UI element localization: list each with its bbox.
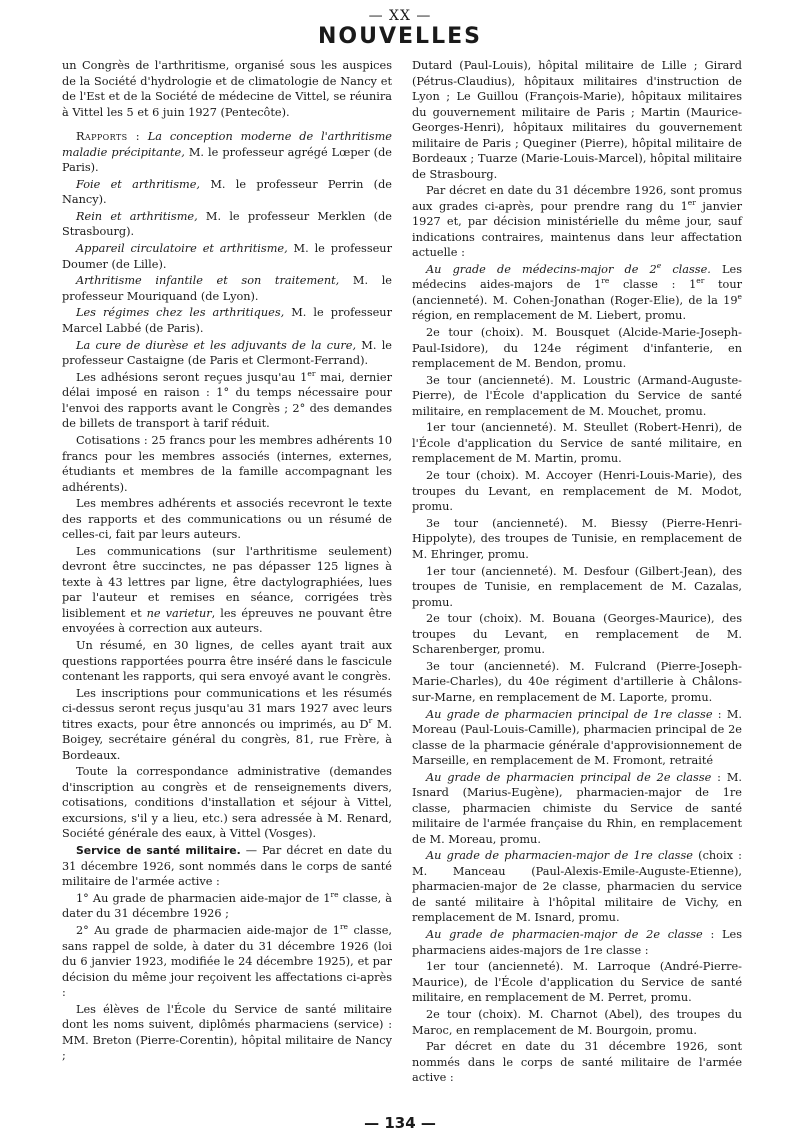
text-run: classe. (661, 262, 711, 276)
text-run: Par décret en date du 31 décembre 1926, sont promus aux grades ci-après, pour prendre rang du 1 (412, 184, 742, 213)
text-run: (choix : M. Manceau (Paul-Alexis-Emile-Auguste-Etienne), pharmacien-major de 2e classe, pharmacien du service de santé militaire à l'hôpital militaire de Vichy, en remplacement de M. Isnard, promu. (412, 849, 742, 925)
eleves-paragraph: Les élèves de l'École du Service de santé militaire dont les noms suivent, diplômés pharmaciens (service) : MM. Breton (Pierre-Corentin), hôpital militaire de Nancy ; (62, 1002, 392, 1063)
text-run: janvier 1927 et, par décision ministérielle du même jour, sauf indications contraires, maintenus dans leur affectation actuelle : (412, 199, 742, 260)
superscript: r (368, 715, 373, 725)
membres-paragraph: Les membres adhérents et associés recevront le texte des rapports et des communications ou un résumé de celles-ci, fait par leurs auteurs. (62, 497, 392, 542)
italic-text: Au grade de pharmacien principal de 1re classe (426, 707, 713, 721)
report-title: Les régimes chez les arthritiques, (76, 306, 285, 320)
promotion-entry: 1er tour (ancienneté). M. Larroque (André-Pierre-Maurice), de l'École d'application du Service de santé militaire, en remplacement de M. Perret, promu. (412, 960, 742, 1005)
superscript: re (601, 276, 610, 286)
left-column (62, 58, 392, 1065)
text-run: : Les pharmaciens aides-majors de 1re classe : (412, 928, 742, 957)
promotion-entry: 3e tour (ancienneté). M. Fulcrand (Pierre-Joseph-Marie-Charles), du 40e régiment d'artillerie à Châlons-sur-Marne, en remplacement de M. Laporte, promu. (412, 659, 742, 704)
italic-text: Au grade de pharmacien principal de 2e classe (426, 770, 712, 784)
superscript: er (696, 276, 705, 286)
promotion-entry: 2e tour (choix). M. Charnot (Abel), des troupes du Maroc, en remplacement de M. Bourgoin, promu. (412, 1008, 742, 1037)
service-sante-paragraph (62, 843, 392, 890)
grade-item-1 (62, 891, 392, 922)
promotion-entry: 2e tour (choix). M. Bouana (Georges-Maurice), des troupes du Levant, en remplacement de M. Scharenberger, promu. (412, 612, 742, 657)
correspondance-paragraph: Toute la correspondance administrative (demandes d'inscription au congrès et de renseignements divers, cotisations, conditions d'installation et séjour à Vittel, excursions, s'il y a lieu, etc.) sera adressée à M. Renard, Société générale des eaux, à Vittel (Vosges). (62, 765, 392, 841)
text-run: mai, dernier délai imposé en raison : 1° du temps nécessaire pour l'envoi des rapports avant le Congrès ; 2° des demandes de billets de transport à tarif réduit. (62, 370, 392, 431)
report-author: M. le professeur Doumer (de Lille). (62, 242, 392, 271)
report-item (62, 129, 392, 176)
superscript: re (339, 922, 348, 932)
rapports-label: Rapports : (76, 130, 140, 143)
page-number-footer: — 134 — (364, 1114, 436, 1132)
inscriptions-paragraph (62, 686, 392, 764)
report-item (62, 177, 392, 208)
promotion-entry: 2e tour (choix). M. Accoyer (Henri-Louis-Marie), des troupes du Levant, en remplacement de M. Modot, promu. (412, 469, 742, 514)
decret-promotions-paragraph (412, 183, 742, 261)
text-run: 1° Au grade de pharmacien aide-major de 1 (76, 891, 331, 905)
pharmacien-grade-entry (412, 848, 742, 926)
text-run: Les inscriptions pour communications et les résumés ci-dessus seront reçus jusqu'au 31 mars 1927 avec leurs titres exacts, pour être annoncés ou imprimés, au D (62, 686, 392, 731)
affectations-list-paragraph: Dutard (Paul-Louis), hôpital militaire de Lille ; Girard (Pétrus-Claudius), hôpitaux militaires d'instruction de Lyon ; Le Guillou (François-Marie), hôpitaux militaires du gouvernement militaire de Paris ; Martin (Maurice-Georges-Henri), hôpitaux militaires du gouvernement militaire de Paris ; Queginer (Pierre), hôpital militaire de Bordeaux ; Tuarze (Marie-Louis-Marcel), hôpital militaire de Strasbourg. (412, 59, 742, 181)
report-author: M. le professeur Mouriquand (de Lyon). (62, 274, 392, 303)
report-author: M. le professeur Castaigne (de Paris et Clermont-Ferrand). (62, 338, 392, 368)
italic-text: ne varietur (146, 606, 212, 620)
report-title: Appareil circulatoire et arthritisme, (76, 242, 288, 256)
superscript: er (687, 197, 696, 207)
italic-text: Au grade de pharmacien-major de 2e classe (426, 928, 703, 942)
page-title: NOUVELLES (318, 24, 482, 49)
report-title: Rein et arthritisme, (76, 209, 198, 223)
report-author: M. le professeur Perrin (de Nancy). (62, 177, 392, 207)
promotion-entry: 1er tour (ancienneté). M. Steullet (Robert-Henri), de l'École d'application du Service de santé militaire, en remplacement de M. Martin, promu. (412, 421, 742, 466)
text-run: classe, à dater du 31 décembre 1926 ; (62, 891, 393, 921)
right-column (412, 58, 742, 1087)
text-run: Les communications (sur l'arthritisme seulement) devront être succinctes, ne pas dépasser 125 lignes à texte à 43 lettres par ligne, être dactylographiées, lues par l'auteur et remises en séance, corrigées très lisiblement et (62, 544, 392, 620)
communications-paragraph (62, 544, 392, 637)
superscript: e (737, 292, 742, 302)
decret-nominations-paragraph: Par décret en date du 31 décembre 1926, sont nommés dans le corps de santé militaire de l'armée active : (412, 1040, 742, 1085)
superscript: er (307, 369, 316, 379)
adhesions-paragraph (62, 370, 392, 432)
page-roman-number: — XX — (368, 8, 432, 24)
italic-text: Au grade de pharmacien-major de 1re classe (426, 849, 693, 863)
text-run: Les médecins aides-majors de 1 (412, 262, 742, 292)
text-run: , les épreuves ne pouvant être envoyées à correction aux auteurs. (62, 606, 392, 636)
medecins-major-paragraph (412, 262, 742, 324)
cotisations-paragraph: Cotisations : 25 francs pour les membres adhérents 10 francs pour les membres associés (internes, externes, étudiants et membres de la famille accompagnant les adhérents). (62, 434, 392, 494)
report-title: La conception moderne de l'arthritisme maladie précipitante, (62, 130, 392, 159)
text-run: tour (ancienneté). M. Cohen-Jonathan (Roger-Elie), de la 19 (412, 278, 742, 307)
report-title: La cure de diurèse et les adjuvants de la cure, (76, 338, 357, 352)
congress-intro-paragraph: un Congrès de l'arthritisme, organisé sous les auspices de la Société d'hydrologie et de climatologie de Nancy et de l'Est et de la Société de médecine de Vittel, se réunira à Vittel les 5 et 6 juin 1927 (Pentecôte). (62, 59, 392, 119)
text-run: classe, sans rappel de solde, à dater du 31 décembre 1926 (loi du 6 janvier 1923, modifiée le 24 décembre 1925), et par décision du même jour reçoivent les affectations ci-après : (62, 924, 392, 999)
promotion-entry: 3e tour (ancienneté). M. Biessy (Pierre-Henri-Hippolyte), des troupes de Tunisie, en remplacement de M. Ehringer, promu. (412, 516, 742, 561)
resume-paragraph: Un résumé, en 30 lignes, de celles ayant trait aux questions rapportées pourra être inséré dans le fascicule contenant les rapports, qui sera envoyé avant le congrès. (62, 639, 392, 684)
text-run: : M. Isnard (Marius-Eugène), pharmacien-major de 1re classe, pharmacien chimiste du Service de santé militaire de l'armée française du Rhin, en remplacement de M. Moreau, promu. (412, 770, 742, 846)
text-run: 2° Au grade de pharmacien aide-major de 1 (76, 924, 340, 937)
pharmacien-grade-entry (412, 707, 742, 769)
pharmacien-grade-entry (412, 770, 742, 848)
pharmacien-grade-entry (412, 927, 742, 958)
report-title: Foie et arthritisme, (76, 177, 201, 191)
text-run: M. Boigey, secrétaire général du congrès, 81, rue Frère, à Bordeaux. (62, 717, 393, 762)
report-item (62, 241, 392, 272)
superscript: e (656, 261, 662, 271)
text-run: — Par décret en date du 31 décembre 1926, sont nommés dans le corps de santé militaire de l'armée active : (62, 844, 392, 889)
promotion-entry: 2e tour (choix). M. Bousquet (Alcide-Marie-Joseph-Paul-Isidore), du 124e régiment d'infanterie, en remplacement de M. Bendon, promu. (412, 326, 742, 371)
report-title: Arthritisme infantile et son traitement, (76, 274, 340, 288)
italic-text (426, 263, 711, 276)
report-author: M. le professeur Merklen (de Strasbourg). (62, 209, 392, 239)
text-run: classe : 1 (609, 278, 697, 292)
text-run: : M. Moreau (Paul-Louis-Camille), pharmacien principal de 2e classe de la pharmacie générale d'approvisionnement de Marseille, en remplacement de M. Fromont, retraité (412, 707, 742, 768)
text-run: région, en remplacement de M. Liebert, promu. (412, 309, 687, 323)
report-item (62, 209, 392, 240)
report-item (62, 338, 392, 369)
text-run: Au grade de médecins-major de 2 (426, 262, 657, 276)
grade-item-2 (62, 923, 392, 1001)
promotion-entry: 1er tour (ancienneté). M. Desfour (Gilbert-Jean), des troupes de Tunisie, en remplacement de M. Cazalas, promu. (412, 564, 742, 609)
report-author: M. le professeur agrégé Lœper (de Paris). (62, 145, 392, 174)
section-heading: Service de santé militaire. (76, 844, 241, 858)
superscript: re (330, 890, 339, 900)
report-author: M. le professeur Marcel Labbé (de Paris). (62, 306, 392, 335)
report-item (62, 273, 392, 304)
promotion-entry: 3e tour (ancienneté). M. Loustric (Armand-Auguste-Pierre), de l'École d'application du Service de santé militaire, en remplacement de M. Mouchet, promu. (412, 373, 742, 418)
report-item (62, 305, 392, 336)
text-run: Les adhésions seront reçues jusqu'au 1 (76, 370, 308, 384)
